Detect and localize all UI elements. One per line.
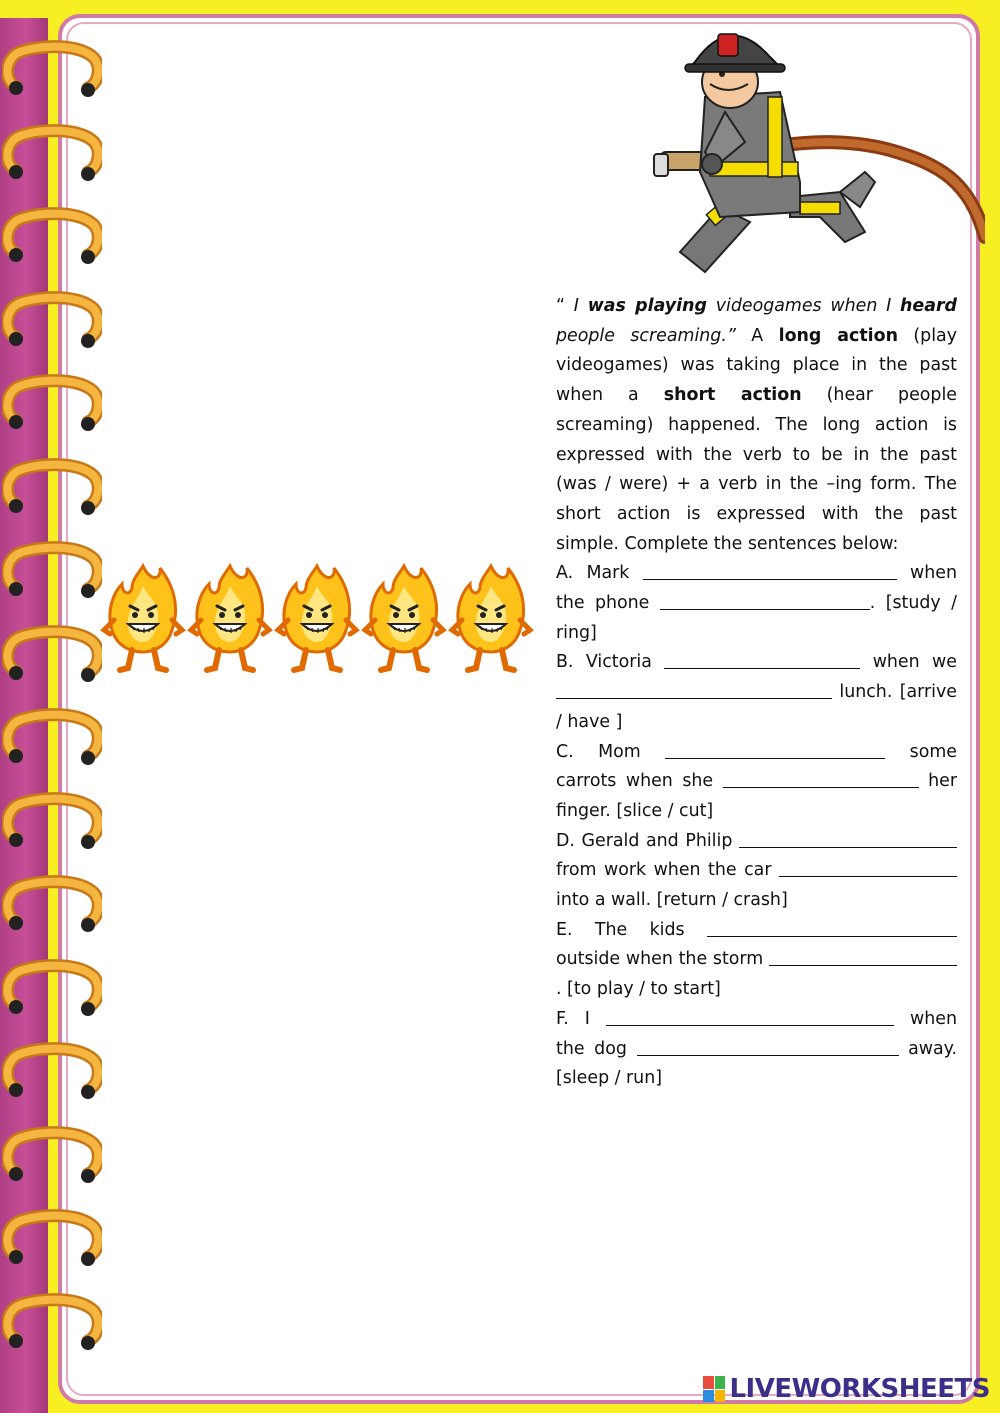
example-was-playing: was playing: [587, 296, 707, 316]
liveworksheets-logo-text: LIVEWORKSHEETS: [729, 1374, 990, 1404]
spiral-ring-icon: [2, 456, 102, 520]
spiral-ring-icon: [2, 706, 102, 770]
sentence-f-part-3: away. [sleep / run]: [556, 1038, 957, 1089]
spiral-ring-icon: [2, 957, 102, 1021]
spiral-ring-icon: [2, 1040, 102, 1104]
example-mid: videogames when I: [706, 296, 901, 316]
short-action-term: short action: [663, 385, 802, 406]
sentence-f-blank-1[interactable]: [606, 1007, 894, 1026]
sentence-a-blank-2[interactable]: [660, 591, 870, 610]
long-action-term: long action: [778, 325, 898, 346]
sentence-b-part-1: B. Victoria: [556, 652, 665, 673]
sentence-c: [556, 738, 957, 827]
spiral-ring-icon: [2, 539, 102, 603]
sentence-a-part-3: . [study / ring]: [556, 593, 957, 643]
sentence-a-part-2: when the phone: [556, 563, 957, 614]
flame-character-icon: [274, 560, 360, 679]
sentence-d-part-3: into a wall. [return / crash]: [556, 890, 788, 911]
sentence-e-part-3: . [to play / to start]: [556, 979, 721, 1000]
spiral-ring-icon: [2, 38, 102, 102]
sentence-f-part-1: F. I: [556, 1008, 606, 1029]
example-heard: heard: [900, 296, 957, 316]
flame-character-icon: [187, 560, 273, 679]
sentence-e-part-1: E. The kids: [556, 919, 707, 940]
sentence-c-blank-1[interactable]: [665, 740, 885, 759]
sentence-b-blank-1[interactable]: [664, 650, 860, 669]
example-i: I: [573, 296, 588, 316]
sentence-f-blank-2[interactable]: [637, 1037, 899, 1056]
sentence-f: [556, 1005, 957, 1094]
sentence-d-part-2: from work when the car: [556, 860, 779, 881]
flame-character-icon: [448, 560, 534, 679]
worksheet-text: [556, 292, 957, 1094]
intro-text-2: (play videogames) was taking place in the past when a: [556, 325, 957, 406]
sentence-a: [556, 559, 957, 648]
flame-character-icon: [361, 560, 447, 679]
sentence-d-blank-2[interactable]: [779, 858, 957, 877]
spiral-ring-icon: [2, 122, 102, 186]
sentence-c-part-3: her finger. [slice / cut]: [556, 771, 958, 821]
spiral-ring-icon: [2, 1207, 102, 1271]
flame-character-icon: [100, 560, 186, 679]
spiral-ring-icon: [2, 289, 102, 353]
sentence-d: [556, 827, 957, 916]
sentence-b-part-2: when we: [860, 652, 957, 673]
spiral-ring-icon: [2, 623, 102, 687]
sentence-d-blank-1[interactable]: [739, 829, 957, 848]
sentence-b-blank-2[interactable]: [556, 680, 832, 699]
spiral-ring-icon: [2, 205, 102, 269]
sentence-c-part-2: some carrots when she: [556, 741, 957, 792]
spiral-ring-icon: [2, 1291, 102, 1355]
example-end: people screaming.”: [556, 325, 736, 346]
flames-row: [100, 560, 530, 675]
fireman-icon: [650, 22, 985, 284]
sentence-e-blank-1[interactable]: [707, 918, 957, 937]
liveworksheets-logo: [703, 1373, 990, 1405]
sentence-a-blank-1[interactable]: [643, 561, 897, 580]
spiral-ring-icon: [2, 1124, 102, 1188]
intro-paragraph: [556, 292, 957, 559]
sentence-a-part-1: A. Mark: [556, 563, 643, 584]
intro-text-3: (hear people screaming) happened. The long action is expressed with the verb to be in the past (was / were) + a verb in the –ing form. The short action is expressed with the past simple. Complete the sentences below:: [556, 385, 957, 554]
sentence-c-part-1: C. Mom: [556, 741, 666, 762]
spiral-ring-icon: [2, 790, 102, 854]
spiral-ring-icon: [2, 372, 102, 436]
quote-open: “: [556, 296, 574, 316]
spiral-ring-icon: [2, 873, 102, 937]
sentence-e-part-2: outside when the storm: [556, 949, 769, 970]
sentence-d-part-1: D. Gerald and Philip: [556, 830, 739, 851]
intro-text-1: A: [735, 325, 779, 346]
liveworksheets-logo-icon: [703, 1376, 725, 1402]
sentence-b-part-3: lunch. [arrive / have ]: [556, 682, 957, 732]
sentence-f-part-2: when the dog: [556, 1008, 958, 1059]
sentence-e: [556, 916, 957, 1005]
sentence-e-blank-2[interactable]: [769, 947, 957, 966]
sentence-c-blank-2[interactable]: [723, 769, 919, 788]
sentence-b: [556, 648, 957, 737]
